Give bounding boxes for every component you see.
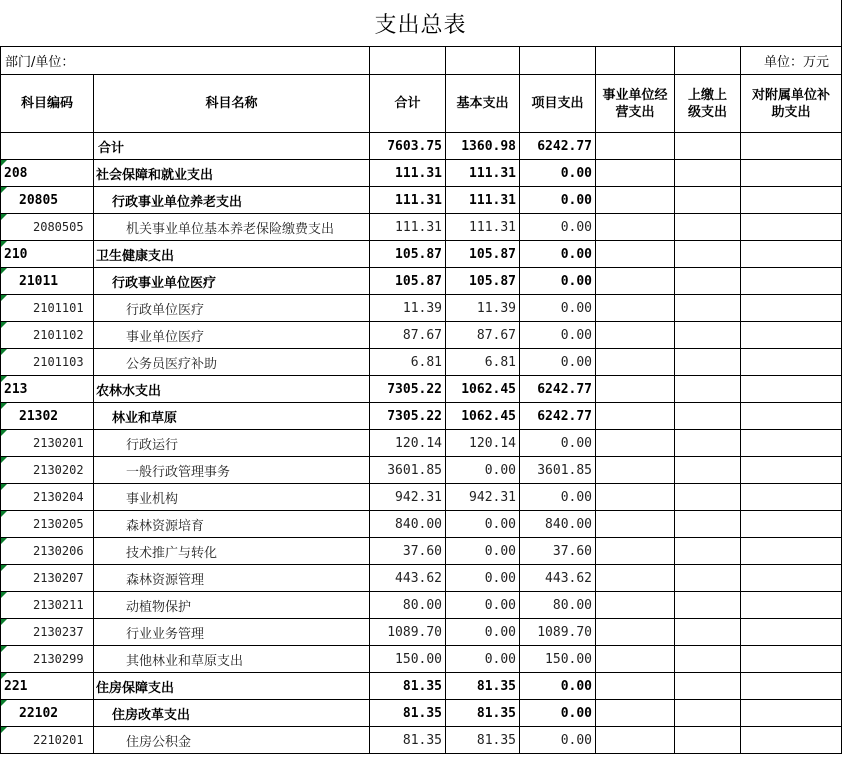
total-cell[interactable]: 120.14 — [370, 430, 446, 457]
business-cell[interactable] — [596, 160, 675, 187]
subsidy-cell[interactable] — [741, 376, 842, 403]
dept-cell[interactable] — [596, 47, 675, 75]
name-cell[interactable]: 行政事业单位医疗 — [94, 268, 370, 295]
basic-cell[interactable]: 81.35 — [446, 700, 520, 727]
total-cell[interactable]: 81.35 — [370, 700, 446, 727]
project-cell[interactable]: 0.00 — [520, 349, 596, 376]
subsidy-cell[interactable] — [741, 160, 842, 187]
project-cell[interactable]: 0.00 — [520, 322, 596, 349]
table-row — [1, 322, 842, 349]
name-cell[interactable]: 机关事业单位基本养老保险缴费支出 — [94, 214, 370, 241]
subsidy-cell[interactable] — [741, 268, 842, 295]
basic-cell[interactable]: 0.00 — [446, 646, 520, 673]
business-cell[interactable] — [596, 430, 675, 457]
table-row — [1, 727, 842, 754]
upper-cell[interactable] — [675, 511, 741, 538]
project-cell[interactable]: 0.00 — [520, 673, 596, 700]
upper-cell[interactable] — [675, 241, 741, 268]
subsidy-cell[interactable] — [741, 727, 842, 754]
name-cell[interactable]: 合计 — [94, 133, 370, 160]
upper-cell[interactable] — [675, 403, 741, 430]
upper-cell[interactable] — [675, 673, 741, 700]
subsidy-cell[interactable] — [741, 511, 842, 538]
table-row — [1, 484, 842, 511]
basic-cell[interactable]: 105.87 — [446, 241, 520, 268]
subsidy-cell[interactable] — [741, 295, 842, 322]
upper-cell[interactable] — [675, 160, 741, 187]
business-cell[interactable] — [596, 457, 675, 484]
upper-cell[interactable] — [675, 592, 741, 619]
basic-cell[interactable]: 81.35 — [446, 727, 520, 754]
total-cell[interactable]: 80.00 — [370, 592, 446, 619]
table-row — [1, 403, 842, 430]
subsidy-cell[interactable] — [741, 592, 842, 619]
code-cell[interactable]: 2130204 — [1, 484, 94, 511]
basic-cell[interactable]: 0.00 — [446, 619, 520, 646]
header-total[interactable]: 合计 — [370, 75, 446, 133]
code-cell[interactable]: 20805 — [1, 187, 94, 214]
basic-cell[interactable]: 111.31 — [446, 160, 520, 187]
name-cell[interactable]: 住房保障支出 — [94, 673, 370, 700]
header-project[interactable]: 项目支出 — [520, 75, 596, 133]
total-cell[interactable]: 105.87 — [370, 268, 446, 295]
table-row — [1, 160, 842, 187]
table-row — [1, 565, 842, 592]
total-cell[interactable]: 105.87 — [370, 241, 446, 268]
business-cell[interactable] — [596, 403, 675, 430]
code-cell[interactable]: 2130207 — [1, 565, 94, 592]
subsidy-cell[interactable] — [741, 322, 842, 349]
subsidy-cell[interactable] — [741, 349, 842, 376]
upper-cell[interactable] — [675, 484, 741, 511]
project-cell[interactable]: 0.00 — [520, 727, 596, 754]
business-cell[interactable] — [596, 376, 675, 403]
upper-cell[interactable] — [675, 349, 741, 376]
name-cell[interactable]: 住房公积金 — [94, 727, 370, 754]
name-cell[interactable]: 行业业务管理 — [94, 619, 370, 646]
basic-cell[interactable]: 81.35 — [446, 673, 520, 700]
upper-cell[interactable] — [675, 376, 741, 403]
table-row — [1, 511, 842, 538]
subsidy-cell[interactable] — [741, 403, 842, 430]
total-cell[interactable]: 81.35 — [370, 673, 446, 700]
project-cell[interactable]: 6242.77 — [520, 403, 596, 430]
code-cell[interactable]: 2130237 — [1, 619, 94, 646]
upper-cell[interactable] — [675, 457, 741, 484]
name-cell[interactable]: 公务员医疗补助 — [94, 349, 370, 376]
code-cell[interactable]: 2210201 — [1, 727, 94, 754]
total-cell[interactable]: 7305.22 — [370, 403, 446, 430]
name-cell[interactable]: 林业和草原 — [94, 403, 370, 430]
code-cell[interactable]: 213 — [1, 376, 94, 403]
project-cell[interactable]: 0.00 — [520, 268, 596, 295]
business-cell[interactable] — [596, 214, 675, 241]
upper-cell[interactable] — [675, 538, 741, 565]
basic-cell[interactable]: 0.00 — [446, 457, 520, 484]
total-cell[interactable]: 942.31 — [370, 484, 446, 511]
name-cell[interactable]: 技术推广与转化 — [94, 538, 370, 565]
business-cell[interactable] — [596, 241, 675, 268]
upper-cell[interactable] — [675, 322, 741, 349]
business-cell[interactable] — [596, 187, 675, 214]
total-cell[interactable]: 6.81 — [370, 349, 446, 376]
total-cell[interactable]: 111.31 — [370, 187, 446, 214]
basic-cell[interactable]: 111.31 — [446, 214, 520, 241]
table-row — [1, 646, 842, 673]
basic-cell[interactable]: 120.14 — [446, 430, 520, 457]
name-cell[interactable]: 动植物保护 — [94, 592, 370, 619]
table-row — [1, 241, 842, 268]
basic-cell[interactable]: 0.00 — [446, 511, 520, 538]
name-cell[interactable]: 卫生健康支出 — [94, 241, 370, 268]
business-cell[interactable] — [596, 538, 675, 565]
total-cell[interactable]: 3601.85 — [370, 457, 446, 484]
basic-cell[interactable]: 942.31 — [446, 484, 520, 511]
unit-label[interactable]: 单位：万元 — [741, 47, 842, 75]
upper-cell[interactable] — [675, 700, 741, 727]
code-cell[interactable]: 221 — [1, 673, 94, 700]
department-label[interactable]: 部门/单位： — [1, 47, 370, 75]
code-cell[interactable]: 22102 — [1, 700, 94, 727]
department-row — [1, 47, 842, 75]
table-row — [1, 673, 842, 700]
subsidy-cell[interactable] — [741, 484, 842, 511]
code-cell[interactable]: 2130205 — [1, 511, 94, 538]
basic-cell[interactable]: 0.00 — [446, 565, 520, 592]
total-cell[interactable]: 7603.75 — [370, 133, 446, 160]
project-cell[interactable]: 0.00 — [520, 295, 596, 322]
table-row — [1, 133, 842, 160]
business-cell[interactable] — [596, 484, 675, 511]
expenditure-table — [0, 46, 842, 754]
business-cell[interactable] — [596, 619, 675, 646]
total-cell[interactable]: 840.00 — [370, 511, 446, 538]
table-row — [1, 268, 842, 295]
basic-cell[interactable]: 1360.98 — [446, 133, 520, 160]
upper-cell[interactable] — [675, 187, 741, 214]
code-cell[interactable]: 2130211 — [1, 592, 94, 619]
project-cell[interactable]: 0.00 — [520, 214, 596, 241]
basic-cell[interactable]: 6.81 — [446, 349, 520, 376]
table-row — [1, 619, 842, 646]
basic-cell[interactable]: 1062.45 — [446, 376, 520, 403]
project-cell[interactable]: 443.62 — [520, 565, 596, 592]
total-cell[interactable]: 111.31 — [370, 160, 446, 187]
business-cell[interactable] — [596, 700, 675, 727]
project-cell[interactable]: 0.00 — [520, 241, 596, 268]
business-cell[interactable] — [596, 268, 675, 295]
upper-cell[interactable] — [675, 214, 741, 241]
business-cell[interactable] — [596, 727, 675, 754]
project-cell[interactable]: 840.00 — [520, 511, 596, 538]
code-cell[interactable]: 2101101 — [1, 295, 94, 322]
total-cell[interactable]: 1089.70 — [370, 619, 446, 646]
total-cell[interactable]: 81.35 — [370, 727, 446, 754]
subsidy-cell[interactable] — [741, 241, 842, 268]
table-row — [1, 538, 842, 565]
name-cell[interactable]: 其他林业和草原支出 — [94, 646, 370, 673]
upper-cell[interactable] — [675, 133, 741, 160]
page-title: 支出总表 — [0, 0, 842, 46]
header-subsidy[interactable]: 对附属单位补助支出 — [741, 75, 842, 133]
subsidy-cell[interactable] — [741, 430, 842, 457]
header-row — [1, 75, 842, 133]
upper-cell[interactable] — [675, 268, 741, 295]
code-cell[interactable]: 208 — [1, 160, 94, 187]
header-basic[interactable]: 基本支出 — [446, 75, 520, 133]
upper-cell[interactable] — [675, 619, 741, 646]
upper-cell[interactable] — [675, 646, 741, 673]
subsidy-cell[interactable] — [741, 700, 842, 727]
business-cell[interactable] — [596, 673, 675, 700]
code-cell[interactable]: 21011 — [1, 268, 94, 295]
dept-cell[interactable] — [675, 47, 741, 75]
code-cell[interactable]: 2101103 — [1, 349, 94, 376]
name-cell[interactable]: 行政事业单位养老支出 — [94, 187, 370, 214]
project-cell[interactable]: 0.00 — [520, 160, 596, 187]
table-row — [1, 295, 842, 322]
business-cell[interactable] — [596, 295, 675, 322]
project-cell[interactable]: 0.00 — [520, 484, 596, 511]
business-cell[interactable] — [596, 511, 675, 538]
subsidy-cell[interactable] — [741, 187, 842, 214]
code-cell[interactable]: 2101102 — [1, 322, 94, 349]
header-upper[interactable]: 上缴上级支出 — [675, 75, 741, 133]
upper-cell[interactable] — [675, 295, 741, 322]
table-row — [1, 214, 842, 241]
dept-cell[interactable] — [446, 47, 520, 75]
subsidy-cell[interactable] — [741, 214, 842, 241]
subsidy-cell[interactable] — [741, 133, 842, 160]
business-cell[interactable] — [596, 592, 675, 619]
name-cell[interactable]: 行政单位医疗 — [94, 295, 370, 322]
table-row — [1, 349, 842, 376]
name-cell[interactable]: 事业机构 — [94, 484, 370, 511]
business-cell[interactable] — [596, 565, 675, 592]
upper-cell[interactable] — [675, 565, 741, 592]
name-cell[interactable]: 农林水支出 — [94, 376, 370, 403]
business-cell[interactable] — [596, 349, 675, 376]
name-cell[interactable]: 住房改革支出 — [94, 700, 370, 727]
project-cell[interactable]: 6242.77 — [520, 376, 596, 403]
project-cell[interactable]: 0.00 — [520, 430, 596, 457]
header-name[interactable]: 科目名称 — [94, 75, 370, 133]
total-cell[interactable]: 443.62 — [370, 565, 446, 592]
code-cell[interactable]: 2130299 — [1, 646, 94, 673]
total-cell[interactable]: 111.31 — [370, 214, 446, 241]
table-row — [1, 430, 842, 457]
project-cell[interactable]: 6242.77 — [520, 133, 596, 160]
name-cell[interactable]: 森林资源管理 — [94, 565, 370, 592]
project-cell[interactable]: 3601.85 — [520, 457, 596, 484]
header-code[interactable]: 科目编码 — [1, 75, 94, 133]
upper-cell[interactable] — [675, 727, 741, 754]
table-row — [1, 376, 842, 403]
name-cell[interactable]: 行政运行 — [94, 430, 370, 457]
project-cell[interactable]: 80.00 — [520, 592, 596, 619]
code-cell[interactable] — [1, 133, 94, 160]
basic-cell[interactable]: 11.39 — [446, 295, 520, 322]
table-row — [1, 457, 842, 484]
upper-cell[interactable] — [675, 430, 741, 457]
table-row — [1, 700, 842, 727]
code-cell[interactable]: 2080505 — [1, 214, 94, 241]
total-cell[interactable]: 87.67 — [370, 322, 446, 349]
name-cell[interactable]: 森林资源培育 — [94, 511, 370, 538]
subsidy-cell[interactable] — [741, 538, 842, 565]
basic-cell[interactable]: 1062.45 — [446, 403, 520, 430]
business-cell[interactable] — [596, 322, 675, 349]
total-cell[interactable]: 37.60 — [370, 538, 446, 565]
subsidy-cell[interactable] — [741, 565, 842, 592]
project-cell[interactable]: 37.60 — [520, 538, 596, 565]
total-cell[interactable]: 7305.22 — [370, 376, 446, 403]
basic-cell[interactable]: 105.87 — [446, 268, 520, 295]
code-cell[interactable]: 210 — [1, 241, 94, 268]
basic-cell[interactable]: 111.31 — [446, 187, 520, 214]
total-cell[interactable]: 11.39 — [370, 295, 446, 322]
code-cell[interactable]: 2130202 — [1, 457, 94, 484]
project-cell[interactable]: 0.00 — [520, 187, 596, 214]
table-row — [1, 592, 842, 619]
name-cell[interactable]: 一般行政管理事务 — [94, 457, 370, 484]
business-cell[interactable] — [596, 133, 675, 160]
project-cell[interactable]: 1089.70 — [520, 619, 596, 646]
subsidy-cell[interactable] — [741, 673, 842, 700]
business-cell[interactable] — [596, 646, 675, 673]
dept-cell[interactable] — [370, 47, 446, 75]
subsidy-cell[interactable] — [741, 619, 842, 646]
project-cell[interactable]: 0.00 — [520, 700, 596, 727]
name-cell[interactable]: 事业单位医疗 — [94, 322, 370, 349]
dept-cell[interactable] — [520, 47, 596, 75]
name-cell[interactable]: 社会保障和就业支出 — [94, 160, 370, 187]
header-business[interactable]: 事业单位经营支出 — [596, 75, 675, 133]
total-cell[interactable]: 150.00 — [370, 646, 446, 673]
project-cell[interactable]: 150.00 — [520, 646, 596, 673]
code-cell[interactable]: 21302 — [1, 403, 94, 430]
code-cell[interactable]: 2130206 — [1, 538, 94, 565]
table-row — [1, 187, 842, 214]
basic-cell[interactable]: 87.67 — [446, 322, 520, 349]
subsidy-cell[interactable] — [741, 457, 842, 484]
basic-cell[interactable]: 0.00 — [446, 538, 520, 565]
code-cell[interactable]: 2130201 — [1, 430, 94, 457]
basic-cell[interactable]: 0.00 — [446, 592, 520, 619]
subsidy-cell[interactable] — [741, 646, 842, 673]
